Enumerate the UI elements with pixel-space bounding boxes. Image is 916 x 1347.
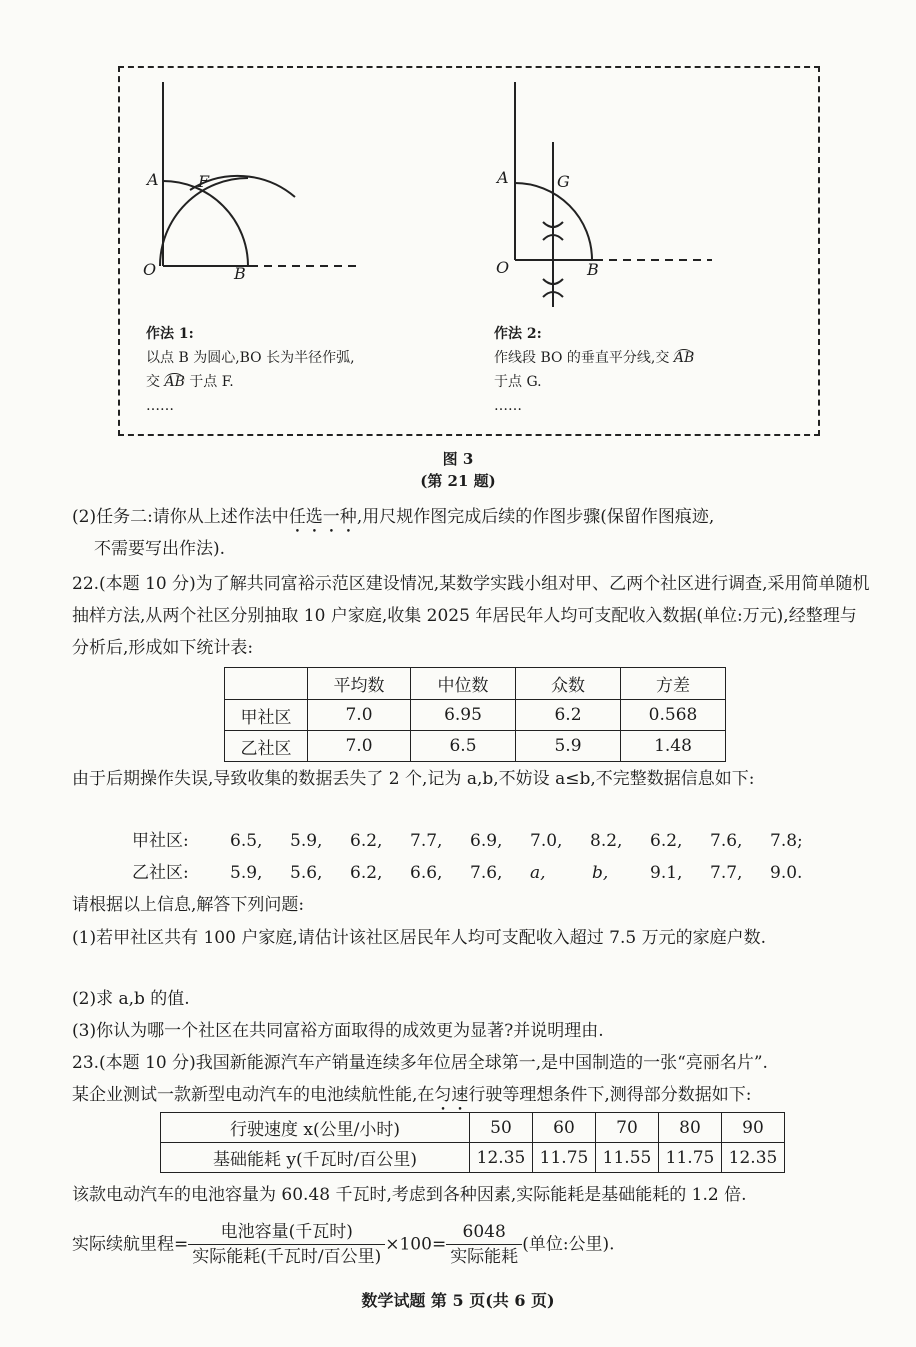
label-b-left: B [234,264,246,283]
table-cell: 6.95 [411,700,516,731]
label-a-right: A [497,168,509,187]
q23-data-table [160,1112,785,1173]
method-2-title: 作法 2: [494,326,542,342]
data-value: 7.8; [770,831,803,851]
q22-intro: 22.(本题 10 分)为了解共同富裕示范区建设情况,某数学实践小组对甲、乙两个社区进行调查,采用简单随机抽样方法,从两个社区分别抽取 10 户家庭,收集 2025 年居民年人均可支配收入数据(单位:万元),经整理与分析后,形成如下统计表: [72,574,870,658]
q22-prompt: 请根据以上信息,解答下列问题: [72,895,305,915]
data-value: 7.7, [710,863,743,883]
table-cell: 甲社区 [225,700,308,731]
arc-ab-label: AB [164,374,185,390]
label-o-right: O [496,258,510,277]
data-value: 6.2, [350,863,383,883]
data-value: 7.6, [710,831,743,851]
table-cell: 6.5 [411,731,516,762]
table-cell: 12.35 [722,1143,785,1173]
data-value: 9.1, [650,863,683,883]
formula-lhs: 实际续航里程= [72,1234,189,1255]
data-value: 5.9, [230,863,263,883]
arc-ab [163,181,248,266]
data-value-b: b, [592,863,609,883]
table-cell: 80 [659,1113,722,1143]
table-cell: 0.568 [621,700,726,731]
table-row-label: 行驶速度 x(公里/小时) [161,1113,470,1143]
q23-capacity: 该款电动汽车的电池容量为 60.48 千瓦时,考虑到各种因素,实际能耗是基础能耗的 1.2 倍. [72,1185,747,1205]
data-value: 5.9, [290,831,323,851]
q21-task2-line1: (2)任务二:请你从上述作法中任选一种,用尺规作图完成后续的作图步骤(保留作图痕迹, [72,507,715,527]
q21-task2-line2: 不需要写出作法). [94,539,226,559]
figure-method-1 [130,72,370,302]
table-cell: 12.35 [470,1143,533,1173]
method-1-text [146,322,355,418]
yi-label: 乙社区: [132,863,189,883]
data-value: 9.0. [770,863,803,883]
label-b-right: B [587,260,599,279]
table-header: 中位数 [411,668,516,700]
table-cell: 70 [596,1113,659,1143]
formula-fraction-1: $\frac{\text{电池容量(千瓦时)}}{\text{实际能耗(千瓦时/百公里)}}$ [188,1220,385,1269]
table-cell: 1.48 [621,731,726,762]
method-1-line1: 以点 B 为圆心,BO 长为半径作弧, [146,350,355,366]
data-value: 6.2, [350,831,383,851]
q22-question-1: (1)若甲社区共有 100 户家庭,请估计该社区居民年人均可支配收入超过 7.5 万元的家庭户数. [72,928,766,948]
method-1-dots: …… [146,398,174,414]
table-header-empty [225,668,308,700]
q23-formula [72,1220,615,1269]
data-value: 5.6, [290,863,323,883]
label-g: G [557,172,570,191]
table-row-label: 基础能耗 y(千瓦时/百公里) [161,1143,470,1173]
figure-caption: 图 3 [442,450,474,468]
arc-ab-label: AB [673,350,695,366]
table-cell: 7.0 [308,700,411,731]
method-2-line1: 作线段 BO 的垂直平分线,交 AB [494,350,695,366]
label-f: F [198,172,210,191]
data-value: 6.9, [470,831,503,851]
data-value: 6.2, [650,831,683,851]
table-cell: 60 [533,1113,596,1143]
table-header: 方差 [621,668,726,700]
q22-question-3: (3)你认为哪一个社区在共同富裕方面取得的成效更为显著?并说明理由. [72,1021,604,1041]
label-a-left: A [147,170,159,189]
formula-unit: (单位:公里). [522,1234,615,1255]
table-cell: 11.75 [533,1143,596,1173]
method-1-line2: 交 AB 于点 F. [146,374,234,390]
formula-fraction-2: $\frac{6048}{\text{实际能耗}}$ [446,1220,522,1269]
page-footer: 数学试题 第 5 页(共 6 页) [361,1291,555,1310]
jia-label: 甲社区: [132,831,189,851]
q22-lost-data: 由于后期操作失误,导致收集的数据丢失了 2 个,记为 a,b,不妨设 a≤b,不完整数据信息如下: [72,769,755,789]
label-o-left: O [143,260,157,279]
q22-jia-data [132,826,803,856]
table-cell: 6.2 [516,700,621,731]
table-cell: 90 [722,1113,785,1143]
table-header: 众数 [516,668,621,700]
figure-method-2 [490,72,730,312]
q22-question-2: (2)求 a,b 的值. [72,989,190,1009]
data-value: 6.5, [230,831,263,851]
table-cell: 50 [470,1113,533,1143]
method-2-line2: 于点 G. [494,374,542,390]
q22-yi-data [132,858,803,888]
data-value: 6.6, [410,863,443,883]
q22-stats-table [224,667,726,762]
table-cell: 乙社区 [225,731,308,762]
data-value: 7.0, [530,831,563,851]
data-value: 7.7, [410,831,443,851]
table-cell: 5.9 [516,731,621,762]
data-value: 8.2, [590,831,623,851]
method-2-text [494,322,694,418]
method-1-title: 作法 1: [146,326,194,342]
q23-line2: 某企业测试一款新型电动汽车的电池续航性能,在匀速行驶等理想条件下,测得部分数据如下: [72,1085,752,1105]
problem-caption: (第 21 题) [420,472,496,490]
formula-times: ×100= [385,1234,447,1255]
method-2-dots: …… [494,398,522,414]
table-header: 平均数 [308,668,411,700]
table-cell: 11.55 [596,1143,659,1173]
table-cell: 7.0 [308,731,411,762]
table-cell: 11.75 [659,1143,722,1173]
data-value: 7.6, [470,863,503,883]
data-value-a: a, [530,863,546,883]
q23-line1: 23.(本题 10 分)我国新能源汽车产销量连续多年位居全球第一,是中国制造的一张“亮丽名片”. [72,1053,768,1073]
